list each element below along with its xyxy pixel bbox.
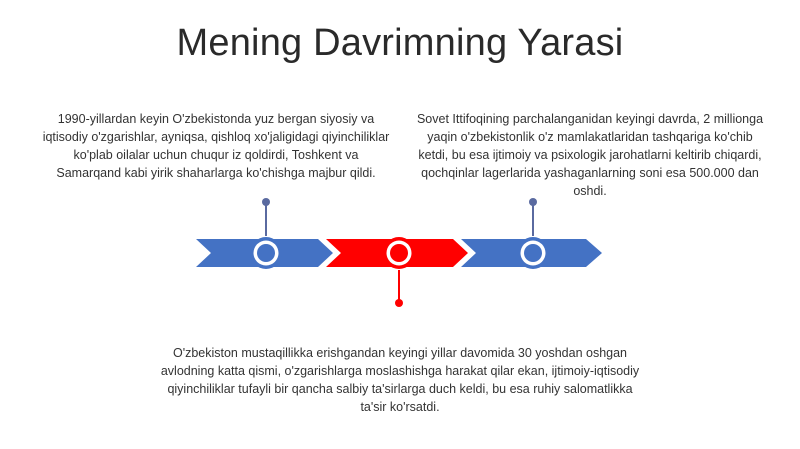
milestone-2-marker-core bbox=[390, 244, 408, 262]
milestone-3-marker-core bbox=[524, 244, 542, 262]
milestone-3-text: Sovet Ittifoqining parchalanganidan keyingi davrda, 2 millionga yaqin o'zbekistonlik o'z mamlakatlaridan tashqariga ko'chib ketdi, bu esa ijtimoiy va psixologik jarohatlarni keltirib chiqardi, qochqinlar lagerlarida yashaganlarning soni esa 500.000 dan oshdi. bbox=[416, 112, 764, 198]
milestone-1-stem-dot bbox=[262, 198, 270, 206]
milestone-2-stem-dot bbox=[395, 299, 403, 307]
milestone-2-text: O'zbekiston mustaqillikka erishgandan keyingi yillar davomida 30 yoshdan oshgan avlodning katta qismi, o'zgarishlarga moslashishga harakat qilar ekan, ijtimoiy-iqtisodiy qiyinchiliklar tufayli bir qancha salbiy ta'sirlarga duch keldi, bu esa ruhiy salomatlikka ta'sir ko'rsatdi. bbox=[160, 346, 640, 414]
milestone-1-text: 1990-yillardan keyin O'zbekistonda yuz bergan siyosiy va iqtisodiy o'zgarishlar, ayniqsa, qishloq xo'jaligidagi qiyinchiliklar ko'plab oilalar uchun chuqur iz qoldirdi, Toshkent va Samarqand kabi yirik shaharlarga ko'chishga majbur qildi. bbox=[42, 112, 390, 180]
slide-title: Mening Davrimning Yarasi bbox=[176, 22, 624, 64]
milestone-1-marker-core bbox=[257, 244, 275, 262]
